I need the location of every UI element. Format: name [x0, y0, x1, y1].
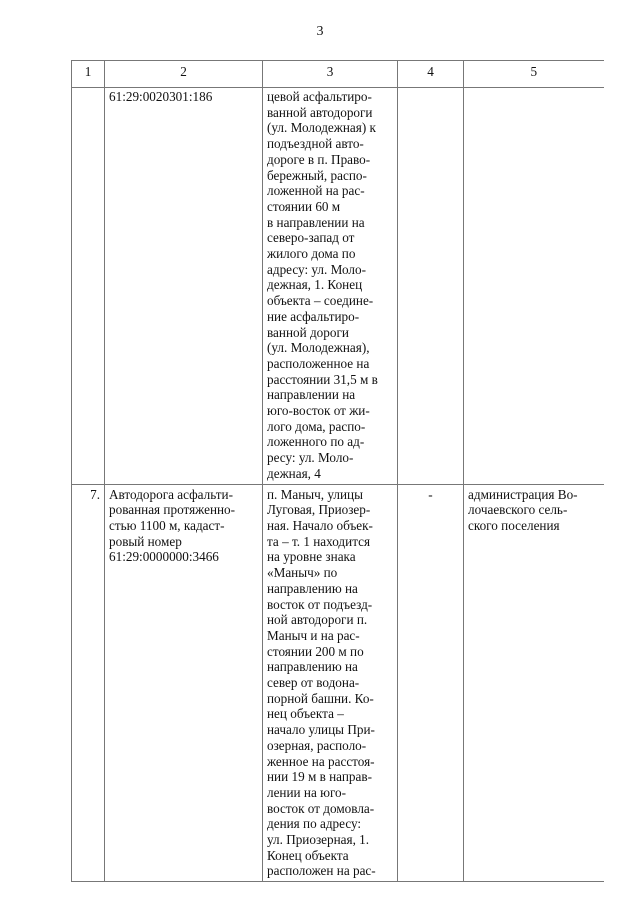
- owner-cell: администрация Во- лочаевского сель- ского поселения: [464, 484, 604, 882]
- header-col-1: 1: [72, 61, 105, 88]
- object-name-cell: 61:29:0020301:186: [105, 88, 263, 485]
- header-col-4: 4: [398, 61, 464, 88]
- header-col-5: 5: [464, 61, 604, 88]
- page-number: 3: [316, 24, 324, 39]
- object-name-cell: Автодорога асфальти- рованная протяженно- стью 1100 м, кадаст- ровый номер 61:29:0000000:3466: [105, 484, 263, 882]
- header-col-2: 2: [105, 61, 263, 88]
- table-row: [72, 484, 604, 882]
- col4-cell: -: [398, 484, 464, 882]
- object-location-cell: цевой асфальтиро- ванной автодороги (ул. Молодежная) к подъездной авто- дороге в п. Право- бережный, распо- ложенной на рас- стоянии 60 м в направлении на северо-запад от жилого дома по адресу: ул. Моло- дежная, 1. Конец объекта – соедине- ние асфальтиро- ванной дороги (ул. Молодежная), расположенное на расстоянии 31,5 м в направлении на юго-восток от жи- лого дома, распо- ложенного по ад- ресу: ул. Моло- дежная, 4: [263, 88, 398, 485]
- table-header-row: [72, 61, 604, 88]
- registry-table: [71, 60, 604, 882]
- col4-cell: [398, 88, 464, 485]
- header-col-3: 3: [263, 61, 398, 88]
- row-number-cell: [72, 88, 105, 485]
- table-row: [72, 88, 604, 485]
- object-location-cell: п. Маныч, улицы Луговая, Приозер- ная. Начало объек- та – т. 1 находится на уровне знака «Маныч» по направлению на восток от подъезд- ной автодороги п. Маныч и на рас- стоянии 200 м по направлению на север от водона- порной башни. Ко- нец объекта – начало улицы При- озерная, располо- женное на расстоя- нии 19 м в направ- лении на юго- восток от домовла- дения по адресу: ул. Приозерная, 1. Конец объекта расположен на рас-: [263, 484, 398, 882]
- owner-cell: [464, 88, 604, 485]
- row-number-cell: 7.: [72, 484, 105, 882]
